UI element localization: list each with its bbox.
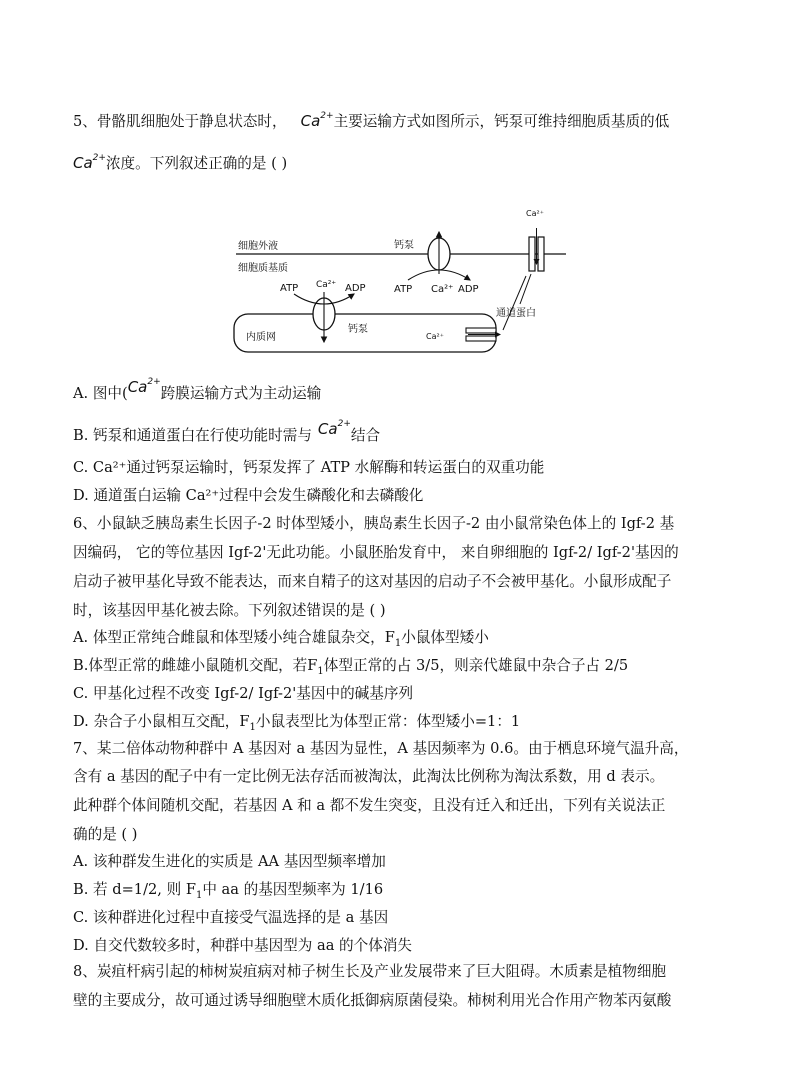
q7-stem-line-2: 含有 a 基因的配子中有一定比例无法存活而被淘汰，此淘汰比例称为淘汰系数，用 d 表示。 — [73, 768, 665, 785]
label-ca-ion-er-channel: Ca²⁺ — [426, 332, 444, 341]
ca-ion-symbol: $Ca^{2+}$ — [127, 377, 161, 396]
q5-stem-part-b: 主要运输方式如图所示，钙泵可维持细胞质基质的低 — [333, 113, 670, 130]
q5-stem-line-1 — [73, 108, 669, 132]
label-ca-ion: Ca²⁺ — [431, 284, 454, 295]
q6-option-b: B.体型正常的雌雄小鼠随机交配，若$F_1$体型正常的占 3/5，则亲代雄鼠中杂合子占 2/5 — [73, 657, 629, 677]
er-channel-leader — [503, 276, 526, 330]
q5-stem-line-2 — [73, 150, 287, 174]
label-channel-protein: 通道蛋白 — [496, 308, 536, 319]
label-adp: ADP — [458, 284, 479, 295]
q6-option-a: A. 体型正常纯合雌鼠和体型矮小纯合雄鼠杂交，$F_1$小鼠体型矮小 — [73, 629, 489, 649]
q5-option-d: D. 通道蛋白运输 Ca²⁺过程中会发生磷酸化和去磷酸化 — [73, 487, 424, 504]
q8-stem-line-1: 8、炭疽杆病引起的柿树炭疽病对柿子树生长及产业发展带来了巨大阻碍。木质素是植物细胞 — [73, 963, 667, 980]
channel-protein-left — [529, 237, 535, 271]
q5-stem-part-a: 5、骨骼肌细胞处于静息状态时， — [73, 113, 287, 130]
label-cytoplasm-matrix: 细胞质基质 — [238, 263, 288, 274]
q5-option-c: C. Ca²⁺通过钙泵运输时，钙泵发挥了 ATP 水解酶和转运蛋白的双重功能 — [73, 459, 545, 476]
q7-stem-line-1: 7、某二倍体动物种群中 A 基因对 a 基因为显性，A 基因频率为 0.6。由于栖息环境气温升高， — [73, 740, 689, 757]
q7-stem-line-4: 确的是 ( ) — [73, 826, 138, 843]
q6-stem-line-3: 启动子被甲基化导致不能表达，而来自精子的这对基因的启动子不会被甲基化。小鼠形成配子 — [73, 573, 672, 590]
q5-option-b: B. 钙泵和通道蛋白在行使功能时需与 $Ca^{2+}$结合 — [73, 419, 381, 444]
q7-option-a: A. 该种群发生进化的实质是 AA 基因型频率增加 — [73, 853, 386, 870]
label-extracellular-fluid: 细胞外液 — [238, 241, 278, 252]
q7-option-c: C. 该种群进化过程中直接受气温选择的是 a 基因 — [73, 909, 389, 926]
calcium-transport-diagram — [228, 202, 573, 362]
q5-option-a: A. 图中($Ca^{2+}$跨膜运输方式为主动运输 — [73, 377, 322, 402]
label-ca-ion-er: Ca²⁺ — [316, 280, 337, 290]
label-calcium-pump-er: 钙泵 — [348, 324, 368, 335]
ca-ion-symbol: $Ca^{2+}$ — [73, 153, 106, 172]
q7-option-d: D. 自交代数较多时，种群中基因型为 aa 的个体消失 — [73, 937, 413, 954]
channel-leader-line — [520, 274, 531, 304]
ca-ion-symbol: $Ca^{2+}$ — [317, 419, 351, 438]
label-ca-ion-outside: Ca²⁺ — [526, 209, 544, 218]
label-er: 内质网 — [246, 332, 276, 343]
q6-stem-line-4: 时，该基因甲基化被去除。下列叙述错误的是 ( ) — [73, 602, 386, 619]
label-adp-er: ADP — [345, 283, 366, 294]
label-atp-er: ATP — [280, 283, 299, 294]
label-atp: ATP — [394, 284, 413, 295]
er-channel-bottom — [466, 336, 496, 341]
q6-stem-line-2: 因编码， 它的等位基因 Igf-2'无此功能。小鼠胚胎发育中， 来自卵细胞的 Igf-2/ Igf-2'基因的 — [73, 544, 679, 561]
label-calcium-pump-top: 钙泵 — [394, 240, 414, 251]
channel-protein-right — [538, 237, 544, 271]
q6-option-c: C. 甲基化过程不改变 Igf-2/ Igf-2'基因中的碱基序列 — [73, 685, 414, 702]
q7-stem-line-3: 此种群个体间随机交配，若基因 A 和 a 都不发生突变，且没有迁入和迁出，下列有关说法正 — [73, 797, 666, 814]
q6-option-d: D. 杂合子小鼠相互交配，$F_1$小鼠表型比为体型正常：体型矮小=1：1 — [73, 713, 521, 733]
q5-stem-part-c: 浓度。下列叙述正确的是 ( ) — [105, 155, 288, 172]
q8-stem-line-2: 壁的主要成分，故可通过诱导细胞壁木质化抵御病原菌侵染。柿树利用光合作用产物苯丙氨酸 — [73, 992, 672, 1009]
q7-option-b: B. 若 d=1/2, 则 $F_1$中 aa 的基因型频率为 1/16 — [73, 881, 384, 901]
q6-stem-line-1: 6、小鼠缺乏胰岛素生长因子-2 时体型矮小，胰岛素生长因子-2 由小鼠常染色体上的 Igf-2 基 — [73, 515, 675, 532]
er-channel-top — [466, 328, 496, 333]
ca-ion-symbol: $Ca^{2+}$ — [300, 111, 334, 130]
